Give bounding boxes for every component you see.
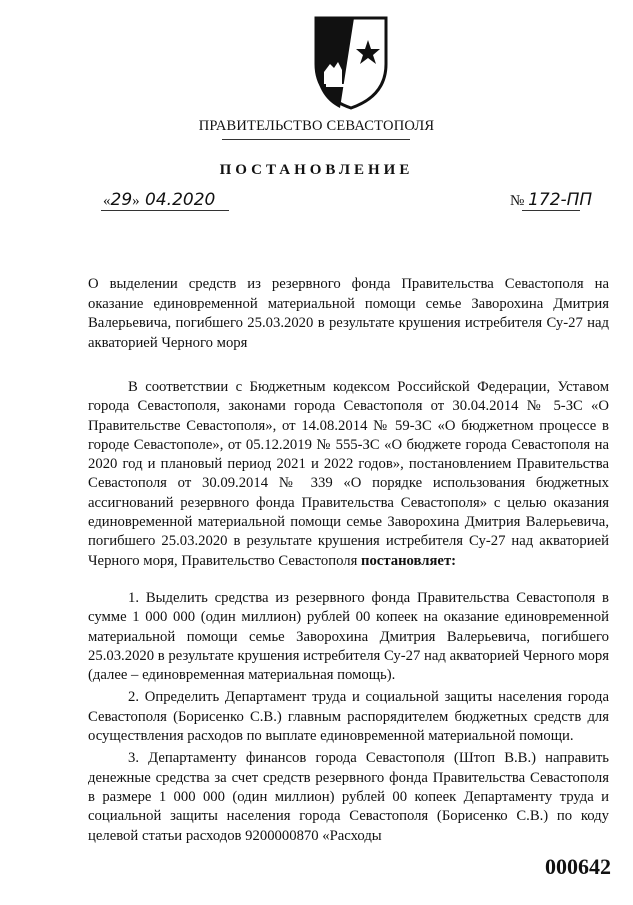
date-day: 29: [110, 190, 133, 210]
number-prefix: №: [510, 193, 529, 209]
resolution-item-1: 1. Выделить средства из резервного фонда Правительства Севастополя в сумме 1 000 000 (один миллион) рублей 00 копеек на оказание единовременной материальной помощи семье Заворохина Дмитрия Валерьевича, погибшего 25.03.2020 в результате крушения истребителя Су-27 над акваторией Черного моря (далее – единовременная материальная помощь).: [88, 589, 609, 684]
date-open-quote: «: [103, 193, 111, 209]
resolves-keyword: постановляет:: [361, 552, 457, 569]
page-number: 000642: [545, 854, 611, 879]
preamble-text: В соответствии с Бюджетным кодексом Российской Федерации, Уставом города Севастополя, законами города Севастополя от 30.04.2014 № 5-ЗС «О Правительстве Севастополя», от 14.08.2014 № 59-ЗС «О бюджетном процессе в городе Севастополе», от 05.12.2019 № 555-ЗС «О бюджете города Севастополя на 2020 год и плановый период 2021 и 2022 годов», постановлением Правительства Севастополя от 30.09.2014 № 339 «О порядке использования бюджетных ассигнований резервного фонда Правительства Севастополя» с целью оказания единовременной материальной помощи семье Заворохина Дмитрия Валерьевича, погибшего 25.03.2020 в результате крушения истребителя Су-27 над акваторией Черного моря, Правительство Севастополя: [88, 379, 609, 569]
number-value: 172-ПП: [528, 190, 593, 210]
document-date: [103, 190, 215, 210]
number-underline: [522, 210, 580, 211]
resolution-item-2: 2. Определить Департамент труда и социальной защиты населения города Севастополя (Борисенко С.В.) главным распорядителем бюджетных средств для осуществления расходов по выплате единовременной материальной помощи.: [88, 689, 609, 745]
resolution-subject: О выделении средств из резервного фонда Правительства Севастополя на оказание единовременной материальной помощи семье Заворохина Дмитрия Валерьевича, погибшего 25.03.2020 в результате крушения истребителя Су-27 над акваторией Черного моря: [88, 276, 609, 351]
date-underline: [101, 210, 229, 211]
preamble-paragraph: [88, 378, 609, 571]
government-name-underline: [222, 139, 410, 140]
document-number: [510, 190, 592, 210]
coat-of-arms-emblem: [310, 12, 392, 112]
resolution-item-3: 3. Департаменту финансов города Севастополя (Штоп В.В.) направить денежные средства за счет средств резервного фонда Правительства Севастополя в размере 1 000 000 (один миллион) рублей 00 копеек Департаменту труда и социальной защиты населения города Севастополя (Борисенко С.В.) по коду целевой статьи расходов 9200000870 «Расходы: [88, 750, 609, 844]
date-close-quote: »: [132, 193, 140, 209]
date-month-year: 04.2020: [139, 190, 216, 210]
government-name: ПРАВИТЕЛЬСТВО СЕВАСТОПОЛЯ: [198, 118, 435, 134]
resolution-body: [88, 378, 609, 849]
document-type-title: ПОСТАНОВЛЕНИЕ: [219, 162, 414, 178]
